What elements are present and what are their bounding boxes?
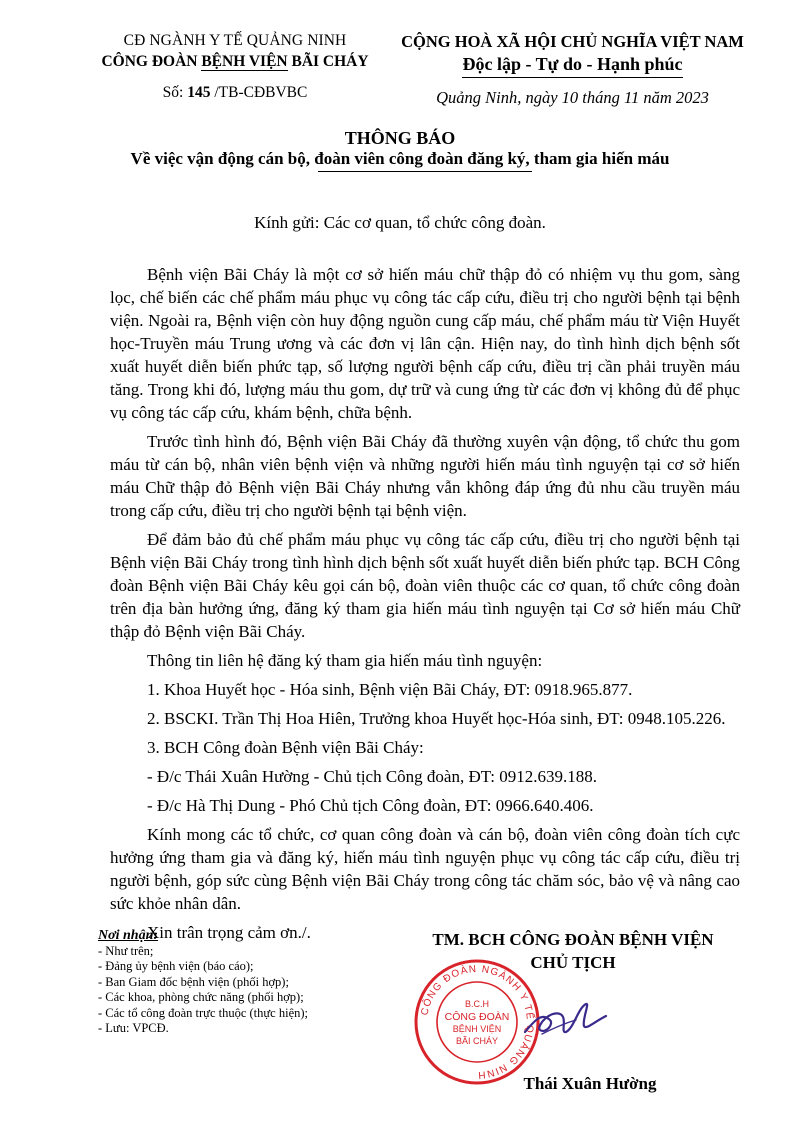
national-header — [400, 30, 745, 78]
handwritten-signature-icon — [520, 990, 610, 1050]
recipient-item: - Đảng ủy bệnh viện (báo cáo); — [98, 959, 254, 973]
recipient-item: - Các khoa, phòng chức năng (phối hợp); — [98, 990, 304, 1004]
document-title: THÔNG BÁO — [344, 128, 456, 148]
national-motto: Độc lập - Tự do - Hạnh phúc — [462, 53, 682, 78]
document-number: Số: 145 /TB-CĐBVBC — [162, 84, 308, 101]
recipient-item: - Các tổ công đoàn trực thuộc (thực hiện); — [98, 1005, 309, 1020]
contact-item: 2. BSCKI. Trần Thị Hoa Hiên, Trưởng khoa Huyết học-Hóa sinh, ĐT: 0948.105.226. — [147, 709, 726, 728]
place-date: Quảng Ninh, ngày 10 tháng 11 năm 2023 — [436, 88, 709, 107]
recipient-item: - Như trên; — [98, 943, 154, 958]
signatory-name: Thái Xuân Hường — [523, 1074, 657, 1093]
body-paragraph: Thông tin liên hệ đăng ký tham gia hiến máu tình nguyện: — [147, 651, 543, 670]
document-body — [110, 263, 740, 950]
contact-item: 1. Khoa Huyết học - Hóa sinh, Bệnh viện Bãi Cháy, ĐT: 0918.965.877. — [147, 680, 633, 699]
svg-text:CÔNG ĐOÀN NGÀNH Y TẾ QUẢNG NIN: CÔNG ĐOÀN NGÀNH Y TẾ QUẢNG NINH — [419, 963, 536, 1081]
signatory-title: CHỦ TỊCH — [530, 953, 616, 972]
document-subtitle: Về việc vận động cán bộ, đoàn viên công đoàn đăng ký, tham gia hiến máu — [130, 149, 670, 168]
recipient-item: - Lưu: VPCĐ. — [98, 1021, 169, 1035]
svg-text:BÃI CHÁY: BÃI CHÁY — [455, 1036, 499, 1046]
greeting: Kính gửi: Các cơ quan, tổ chức công đoàn. — [254, 213, 546, 232]
body-paragraph: Để đảm bảo đủ chế phẩm máu phục vụ công tác cấp cứu, điều trị cho người bệnh tại Bệnh viện Bãi Cháy trong tình hình dịch bệnh sốt xuất huyết diễn biến phức tạp. BCH Công đoàn Bệnh viện Bãi Cháy kêu gọi cán bộ, đoàn viên thuộc các cơ quan, tổ chức công đoàn trên địa bàn hưởng ứng, đăng ký tham gia hiến máu tình nguyện tại Cơ sở hiến máu Chữ thập đỏ Bệnh viện Bãi Cháy. — [110, 530, 740, 641]
contact-item: - Đ/c Thái Xuân Hường - Chủ tịch Công đoàn, ĐT: 0912.639.188. — [147, 767, 598, 786]
body-paragraph: Kính mong các tổ chức, cơ quan công đoàn và cán bộ, đoàn viên công đoàn tích cực hưởng ứng tham gia và đăng ký, hiến máu tình nguyện phục vụ công tác cấp cứu, điều trị người bệnh, góp sức cùng Bệnh viện Bãi Cháy trong công tác chăm sóc, bảo vệ và nâng cao sức khỏe nhân dân. — [110, 825, 740, 913]
body-paragraph: Trước tình hình đó, Bệnh viện Bãi Cháy đã thường xuyên vận động, tổ chức thu gom máu từ cán bộ, nhân viên bệnh viện và những người hiến máu tình nguyện tại cơ sở hiến máu Chữ thập đỏ Bệnh viện Bãi Cháy nhưng vẫn không đáp ứng đủ nhu cầu truyền máu trong cấp cứu, điều trị cho người bệnh tại bệnh viện. — [110, 432, 740, 520]
parent-organization: CĐ NGÀNH Y TẾ QUẢNG NINH — [123, 32, 347, 49]
recipient-item: - Ban Giam đốc bệnh viện (phối hợp); — [98, 974, 289, 989]
svg-text:BỆNH VIỆN: BỆNH VIỆN — [452, 1024, 502, 1034]
recipients-list — [98, 928, 398, 1037]
contact-item: 3. BCH Công đoàn Bệnh viện Bãi Cháy: — [147, 738, 424, 757]
closing-line: Xin trân trọng cảm ơn./. — [147, 923, 311, 942]
subtitle-underline — [318, 171, 532, 172]
nation-name: CỘNG HOÀ XÃ HỘI CHỦ NGHĨA VIỆT NAM — [401, 32, 744, 51]
issuing-organization — [70, 30, 400, 72]
contact-item: - Đ/c Hà Thị Dung - Phó Chủ tịch Công đoàn, ĐT: 0966.640.406. — [147, 796, 594, 815]
svg-text:CÔNG ĐOÀN: CÔNG ĐOÀN — [444, 1011, 510, 1023]
svg-text:B.C.H: B.C.H — [464, 999, 490, 1009]
organization-name: CÔNG ĐOÀN BỆNH VIỆN BÃI CHÁY — [101, 53, 369, 70]
recipients-title: Nơi nhận: — [98, 928, 159, 943]
signatory-org: TM. BCH CÔNG ĐOÀN BỆNH VIỆN — [432, 930, 714, 949]
body-paragraph: Bệnh viện Bãi Cháy là một cơ sở hiến máu chữ thập đỏ có nhiệm vụ thu gom, sàng lọc, chế biến các chế phẩm máu phục vụ công tác cấp cứu, điều trị cho người bệnh tại bệnh viện. Ngoài ra, Bệnh viện còn huy động nguồn cung cấp máu, chế phẩm máu từ Viện Huyết học-Truyền máu Trung ương và các đơn vị lân cận. Hiện nay, do tình hình dịch bệnh sốt xuất huyết diễn biến phức tạp, số lượng người bệnh cấp cứu, điều trị cần phải truyền máu tăng. Trong khi đó, lượng máu thu gom, dự trữ và cung ứng từ các đơn vị không đủ để phục vụ công tác cấp cứu, khám bệnh, chữa bệnh. — [110, 265, 740, 422]
